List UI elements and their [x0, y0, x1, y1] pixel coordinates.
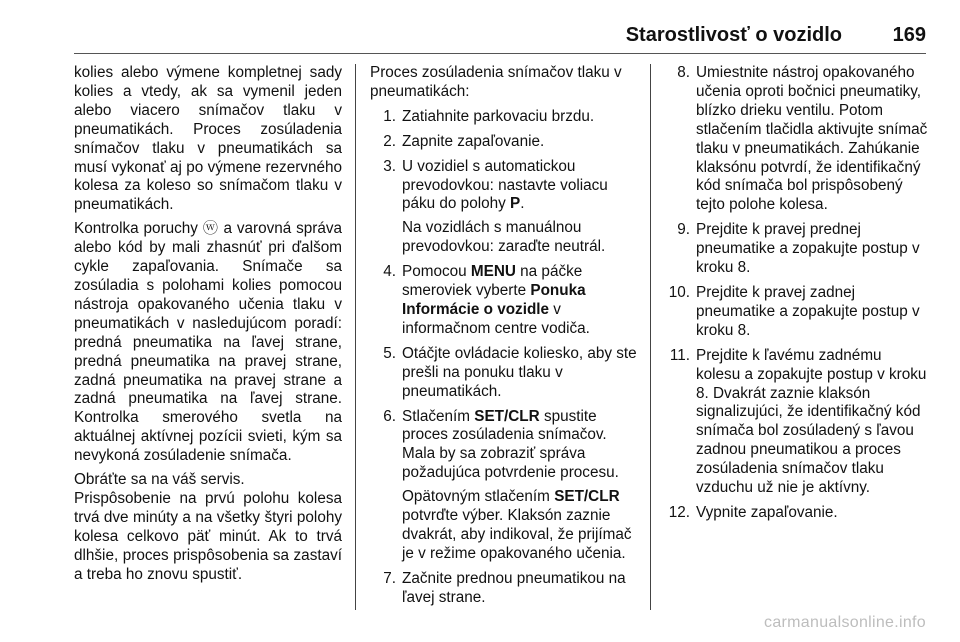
paragraph-relearn-intro: kolies alebo výmene kompletnej sady kolies a vtedy, ak sa vymenil jeden alebo viacero snímačov tlaku v pneumatikách. Proces zosúladenia snímačov tlaku v pneumatikách sa musí vykonať aj po výmene rezervného kolesa za koleso so snímačom tlaku v pneumatikách. [74, 64, 342, 214]
list-item [370, 133, 638, 152]
page-number: 169 [892, 24, 926, 46]
menu-name-label: Ponuka Informácie o vozidle [402, 282, 586, 318]
step-subtext [402, 488, 638, 564]
step-text-part: U vozidiel s automatickou prevodovkou: nastavte voliacu páku do polohy [402, 157, 608, 213]
column-middle [370, 64, 638, 614]
step-text-part: spustite proces zosúladenia snímačov. Mala by sa zobraziť správa požadujúca potvrdenie procesu. [402, 407, 619, 482]
step-text: Umiestnite nástroj opakovaného učenia oproti bočnici pneumatiky, blízko drieku ventilu. Potom stlačením tlačidla aktivujte snímač tlaku v pneumatikách. Zahúkanie klaksónu potvrdí, že identifikačný kód snímača bol prispôsobený tejto polohe kolesa. [696, 64, 928, 214]
list-item [370, 158, 638, 258]
step-text: Prejdite k pravej prednej pneumatike a zopakujte postup v kroku 8. [696, 221, 920, 277]
procedure-intro: Proces zosúladenia snímačov tlaku v pneumatikách: [370, 64, 622, 100]
step-text-part: v informačnom centre vodiča. [402, 300, 590, 337]
list-item [370, 108, 638, 127]
step-text: Prejdite k ľavému zadnému kolesu a zopakujte postup v kroku 8. Dvakrát zaznie klaksón signalizujúci, že identifikačný kód snímača bol zosúladený s ľavou zadnou pneumatikou a proces zosúladenia snímačov tlaku vzduchu už nie je aktívny. [696, 346, 927, 497]
step-number: 6. [383, 407, 396, 425]
step-text-part: Stlačením [402, 407, 475, 425]
list-item [370, 570, 638, 608]
set-clr-button-label: SET/CLR [554, 488, 620, 506]
column-divider-2 [650, 64, 651, 610]
list-item [370, 345, 638, 402]
step-number: 5. [383, 344, 396, 362]
step-number: 1. [383, 107, 396, 125]
step-text-part: Opätovným stlačením [402, 488, 555, 506]
gear-position-label: P [510, 195, 521, 213]
step-number: 12. [668, 503, 690, 521]
step-text [402, 408, 638, 484]
step-number: 4. [383, 263, 396, 281]
paragraph-text: a varovná správa alebo kód by mali zhasnúť pri ďalšom cykle zapaľovania. Snímače sa zosúladia s polohami kolies pomocou nástroja opakovaného učenia tlaku v pneumatikách v nasledujúcom poradí: predná pneumatika na ľavej strane, predná pneumatika na pravej strane, zadná pneumatika na pravej strane a zadná pneumatika na ľavej strane. Kontrolka smerového svetla na aktuálnej aktívnej pozícii svieti, kým sa nevykoná zosúladenie snímača. [74, 220, 342, 465]
step-number: 2. [383, 132, 396, 150]
step-text [402, 158, 638, 215]
paragraph-text: Kontrolka poruchy [74, 220, 203, 238]
page-header [74, 24, 926, 52]
paragraph-service: Obráťte sa na váš servis. [74, 471, 245, 489]
step-text-part: potvrďte výber. Klaksón zaznie dvakrát, aby indikoval, že prijímač je v režime opakovaného učenia. [402, 507, 632, 562]
step-text: Zatiahnite parkovaciu brzdu. [402, 107, 595, 125]
column-divider-1 [355, 64, 356, 610]
header-divider [74, 53, 926, 54]
set-clr-button-label: SET/CLR [474, 407, 540, 425]
step-text: Otáčjte ovládacie koliesko, aby ste prešli na ponuku tlaku v pneumatikách. [402, 344, 637, 400]
step-text-part: Pomocou [402, 263, 471, 281]
list-item [370, 263, 638, 339]
list-item [664, 221, 928, 278]
step-text: Zapnite zapaľovanie. [402, 132, 545, 150]
tire-pressure-warning-icon: ⓦ [202, 220, 219, 238]
step-number: 8. [677, 64, 690, 81]
step-text-part: na páčke smeroviek vyberte [402, 263, 583, 300]
section-title: Starostlivosť o vozidlo [625, 24, 842, 46]
step-number: 10. [668, 283, 690, 301]
list-item [664, 284, 928, 341]
step-number: 7. [383, 569, 396, 587]
step-text [402, 263, 638, 339]
list-item [664, 504, 928, 523]
list-item [664, 347, 928, 498]
step-text: Vypnite zapaľovanie. [696, 503, 838, 521]
step-text: Prejdite k pravej zadnej pneumatike a zopakujte postup v kroku 8. [696, 283, 920, 339]
paragraph-timing: Prispôsobenie na prvú polohu kolesa trvá dve minúty a na všetky štyri polohy kolesa celkovo päť minút. Ak to trvá dlhšie, proces prispôsobenia sa zastaví a treba ho znovu spustiť. [74, 489, 342, 583]
menu-button-label: MENU [470, 263, 516, 281]
list-item [664, 64, 928, 215]
watermark: carmanualsonline.info [764, 614, 926, 631]
step-text-part: . [520, 195, 525, 213]
step-number: 9. [677, 221, 690, 239]
step-text: Začnite prednou pneumatikou na ľavej strane. [402, 569, 626, 606]
list-item [370, 408, 638, 564]
step-number: 3. [383, 157, 396, 175]
column-left [74, 64, 342, 589]
column-right [664, 64, 928, 529]
step-subtext: Na vozidlách s manuálnou prevodovkou: zaraďte neutrál. [402, 219, 606, 256]
step-number: 11. [669, 346, 690, 364]
paragraph-warning-light [74, 220, 342, 466]
